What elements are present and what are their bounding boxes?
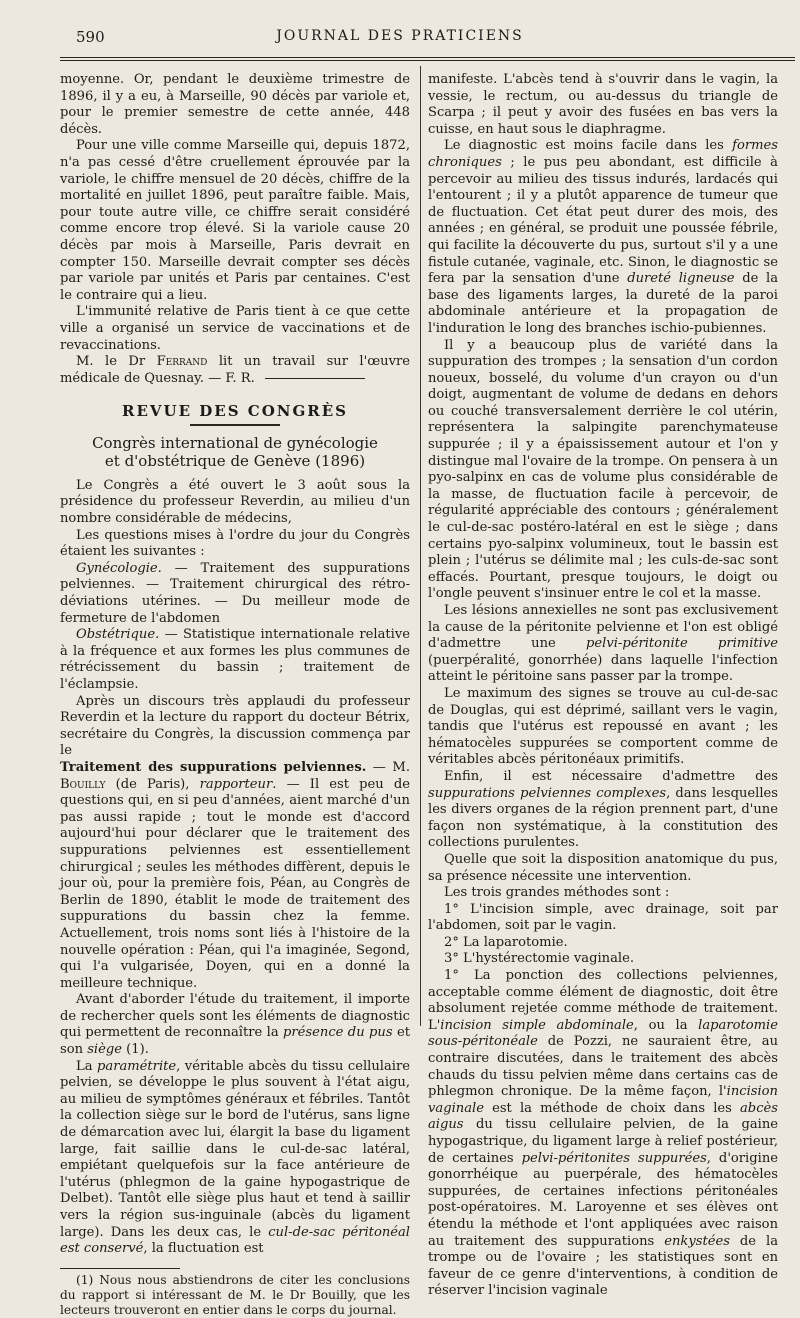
method-item: 2° La laparotomie. xyxy=(444,934,568,950)
text: — Traitement des suppurations pelviennes. — Traitement chirurgical des rétro-déviations utérines. — Du meilleur mode de fermeture de l'abdomen xyxy=(60,560,410,626)
footnote: (1) Nous nous abstiendrons de citer les conclusions du rapport si intéressant de M. le Dr Bouilly, que les lecteurs trouveront en entier dans le corps du journal. xyxy=(60,1272,410,1317)
text: M. le Dr xyxy=(76,354,157,370)
text: du tissu cellulaire pelvien, de la gaine hypogastrique, du ligament large à relief postérieur, de certaines xyxy=(428,1117,778,1166)
method-item: 3° L'hystérectomie vaginale. xyxy=(444,951,635,967)
paragraph xyxy=(60,760,410,992)
text: 1° La ponction des collections pelviennes, acceptable comme élément de diagnostic, doit être absolument rejetée comme méthode de traitement. L' xyxy=(428,968,778,1033)
text: lit un travail sur l'œuvre médicale de Quesnay. — F. R. xyxy=(60,354,410,386)
section-title: REVUE DES CONGRÈS xyxy=(121,402,349,421)
paragraph xyxy=(60,992,410,1058)
paragraph-signature xyxy=(60,354,410,387)
paragraph: Pour une ville comme Marseille qui, depuis 1872, n'a pas cessé d'être cruellement éprouvée par la variole, le chiffre mensuel de 20 décès, chiffre de la mortalité en juillet 1896, peut paraître faible. Mais, pour toute autre ville, ce chiffre serait considéré comme encore trop élevé. Si la variole cause 20 décès par mois à Marseille, Paris devrait en compter 150. Marseille devrait compter ses décès par variole par unités et Paris par centaines. C'est le contraire qui a lieu. xyxy=(60,138,410,303)
text: Enfin, il est nécessaire d'admettre des xyxy=(444,768,778,784)
text: , véritable abcès du tissu cellulaire pelvien, se développe le plus souvent à l'état aigu, au milieu de symptômes généraux et fébriles. Tantôt la collection siège sur le bord de l'utérus, sans ligne de démarcation avec lui, élargit la base du ligament large, fait saillie dans le cul-de-sac latéral, empiétant quelquefois sur la face antérieure de l'utérus (phlegmon de la gaine hypogastrique de Delbet). Tantôt elle siège plus haut et tend à saillir vers la région sus-inguinale (abcès du ligament large). Dans les deux cas, le xyxy=(60,1058,410,1240)
text: est la méthode de choix dans les xyxy=(483,1100,740,1116)
header-rule xyxy=(60,57,795,58)
text: ; le pus peu abondant, est difficile à percevoir au milieu des tissus indurés, lardacés qui l'entourent ; il y a plutôt apparence de tumeur que de fluctuation. Cet état peut durer des mois, des années ; en général, se produit une poussée fébrile, qui facilite la découverte du pus, surtout s'il y a une fistule cutanée, vaginale, etc. Sinon, le diagnostic se fera par la sensation d'une xyxy=(428,154,778,287)
text: . — Il est peu de questions qui, en si peu d'années, aient marché d'un pas aussi rapide ; tout le monde est d'accord aujourd'hui pour déclarer que le traitement des suppurations pelviennes est essentiellement chirurgical ; seules les méthodes diffèrent, depuis le jour où, pour la première fois, Péan, au Congrès de Berlin de 1890, établit le mode de traitement des suppurations du bassin chez la femme. Actuellement, trois noms sont liés à l'histoire de la nouvelle opération : Péan, qui l'a imaginée, Segond, qui l'a vulgarisée, Doyen, qui en a donné la meilleure technique. xyxy=(60,776,410,991)
author-name: Ferrand xyxy=(156,354,208,370)
page-header xyxy=(0,28,800,52)
text: — Statistique internationale relative à la fréquence et aux formes les plus communes de rétrécissement du bassin ; traitement de l'éclampsie. xyxy=(60,627,410,692)
topic-label: Obstétrique. xyxy=(76,627,160,643)
signature-rule xyxy=(265,378,365,379)
paragraph xyxy=(428,769,778,852)
topic-heading: Traitement des suppurations pelviennes. xyxy=(60,759,367,775)
journal-title: JOURNAL DES PRATICIENS xyxy=(276,28,524,44)
section-title-rule xyxy=(190,424,280,426)
header-rule-double xyxy=(60,60,795,61)
text-italic: cul-de-sac péritonéal est conservé xyxy=(60,1224,410,1257)
author-name: Bouilly xyxy=(60,776,106,792)
text-italic: présence du pus xyxy=(283,1025,393,1041)
text: (1). xyxy=(122,1042,149,1058)
text-italic: siège xyxy=(87,1042,122,1058)
text-italic: rapporteur xyxy=(199,776,273,792)
page-number: 590 xyxy=(76,28,105,46)
text-italic: formes chroniques xyxy=(428,138,778,170)
text: Les lésions annexielles ne sont pas exclusivement la cause de la péritonite pelvienne et l'on est obligé d'admettre une xyxy=(428,603,778,652)
paragraph: Les questions mises à l'ordre du jour du Congrès étaient les suivantes : xyxy=(60,527,410,560)
paragraph xyxy=(60,627,410,693)
text: , d'origine gonorrhéique au puerpérale, des hématocèles suppurées, de certaines infections péritonéales post-opératoires. M. Laroyenne et ses élèves ont étendu la méthode et l'ont appliquées avec raison au traitement des suppurations xyxy=(428,1150,778,1249)
text-italic: pelvi-péritonite primitive xyxy=(586,636,778,652)
paragraph xyxy=(428,138,778,337)
text: de Pozzi, ne sauraient être, au contraire discutées, dans le traitement des abcès chauds du tissu pelvien même dans certains cas de phlegmon chronique. De la même façon, l' xyxy=(428,1034,778,1100)
text-italic: enkystées xyxy=(664,1233,730,1249)
text: de la base des ligaments larges, la dureté de la paroi abdominale antérieure et la propagation de l'induration le long des branches ischio-pubiennes. xyxy=(428,271,778,336)
text: , dans lesquelles les divers organes de la région prennent part, d'une façon non systématique, à la constitution des collections purulentes. xyxy=(428,785,778,851)
text: (puerpéralité, gonorrhée) dans laquelle l'infection atteint le péritoine sans passer par la trompe. xyxy=(428,652,778,685)
paragraph: Il y a beaucoup plus de variété dans la suppuration des trompes ; la sensation d'un cordon noueux, bosselé, du volume d'un crayon ou d'un doigt, augmentant de volume de dedans en dehors ou couché transversalement derrière le col utérin, représentera la salpingite parenchymateuse suppurée ; il y a épaississement autour et l'on y distingue mal l'ovaire de la trompe. On pensera à un pyo-salpinx en cas de volume plus considérable de la masse, de fluctuation facile à percevoir, de régularité appréciable des contours ; généralement le cul-de-sac postéro-latéral en est le siège ; dans certains pyo-salpinx volumineux, tout le bassin est plein ; l'utérus se délimite mal ; les culs-de-sac sont effacés. Pourtant, presque toujours, le doigt ou l'ongle peuvent s'insinuer entre le col et la masse. xyxy=(428,337,778,602)
paragraph: L'immunité relative de Paris tient à ce que cette ville a organisé un service de vaccinations et de revaccinations. xyxy=(60,304,410,353)
text-italic: suppurations pelviennes complexes xyxy=(428,785,667,801)
paragraph: Après un discours très applaudi du professeur Reverdin et la lecture du rapport du docteur Bétrix, secrétaire du Congrès, la discussion commença par le xyxy=(60,693,410,759)
left-column xyxy=(60,72,410,1318)
paragraph xyxy=(428,968,778,1300)
text: et son xyxy=(60,1025,410,1058)
text-italic: dureté ligneuse xyxy=(627,271,735,287)
congress-title xyxy=(60,434,410,470)
text: — M. xyxy=(366,759,410,775)
text-italic: incision vaginale xyxy=(428,1084,778,1116)
text-italic: laparotomie sous-péritonéale xyxy=(428,1017,778,1050)
text-italic: pelvi-péritonites suppurées xyxy=(521,1150,707,1166)
text-italic: abcès aigus xyxy=(428,1100,778,1133)
text: La xyxy=(76,1058,97,1074)
text: Avant d'aborder l'étude du traitement, il importe de rechercher quels sont les éléments de diagnostic qui permettent de reconnaître la xyxy=(60,992,410,1041)
paragraph xyxy=(60,1059,410,1258)
topic-label: Gynécologie. xyxy=(76,560,162,576)
text-italic: incision simple abdominale xyxy=(440,1017,634,1033)
paragraph: Le Congrès a été ouvert le 3 août sous la présidence du professeur Reverdin, au milieu d'un nombre considérable de médecins, xyxy=(60,477,410,527)
column-divider xyxy=(420,66,421,1026)
text-italic: paramétrite xyxy=(97,1058,177,1074)
footnote-rule xyxy=(60,1268,180,1269)
paragraph: manifeste. L'abcès tend à s'ouvrir dans le vagin, la vessie, le rectum, ou au-dessus du triangle de Scarpa ; il peut y avoir des fusées en bas vers la cuisse, en haut sous le diaphragme. xyxy=(428,72,778,137)
congress-title-line: Congrès international de gynécologie xyxy=(92,433,378,452)
method-item: 1° L'incision simple, avec drainage, soit par l'abdomen, soit par le vagin. xyxy=(428,901,778,934)
paragraph: moyenne. Or, pendant le deuxième trimestre de 1896, il y a eu, à Marseille, 90 décès par variole et, pour le premier semestre de cette année, 448 décès. xyxy=(60,72,410,137)
text: de la trompe ou de l'ovaire ; les statistiques sont en faveur de ce genre d'interventions, à condition de réserver l'incision vaginale xyxy=(428,1233,779,1299)
paragraph xyxy=(428,603,778,686)
paragraph: Les trois grandes méthodes sont : xyxy=(444,885,670,901)
right-column xyxy=(428,72,778,1300)
text: , la fluctuation est xyxy=(143,1241,264,1257)
paragraph xyxy=(60,561,410,627)
text: (de Paris), xyxy=(105,776,200,792)
congress-title-line: et d'obstétrique de Genève (1896) xyxy=(104,451,366,470)
text: Le diagnostic est moins facile dans les xyxy=(444,138,733,154)
paragraph: Le maximum des signes se trouve au cul-de-sac de Douglas, qui est déprimé, saillant vers le vagin, tandis que l'utérus est repoussé en avant ; les hématocèles suppurées se comportent comme de véritables abcès péritonéaux primitifs. xyxy=(428,685,778,768)
paragraph: Quelle que soit la disposition anatomique du pus, sa présence nécessite une intervention. xyxy=(428,851,778,884)
text: , ou la xyxy=(633,1017,699,1033)
